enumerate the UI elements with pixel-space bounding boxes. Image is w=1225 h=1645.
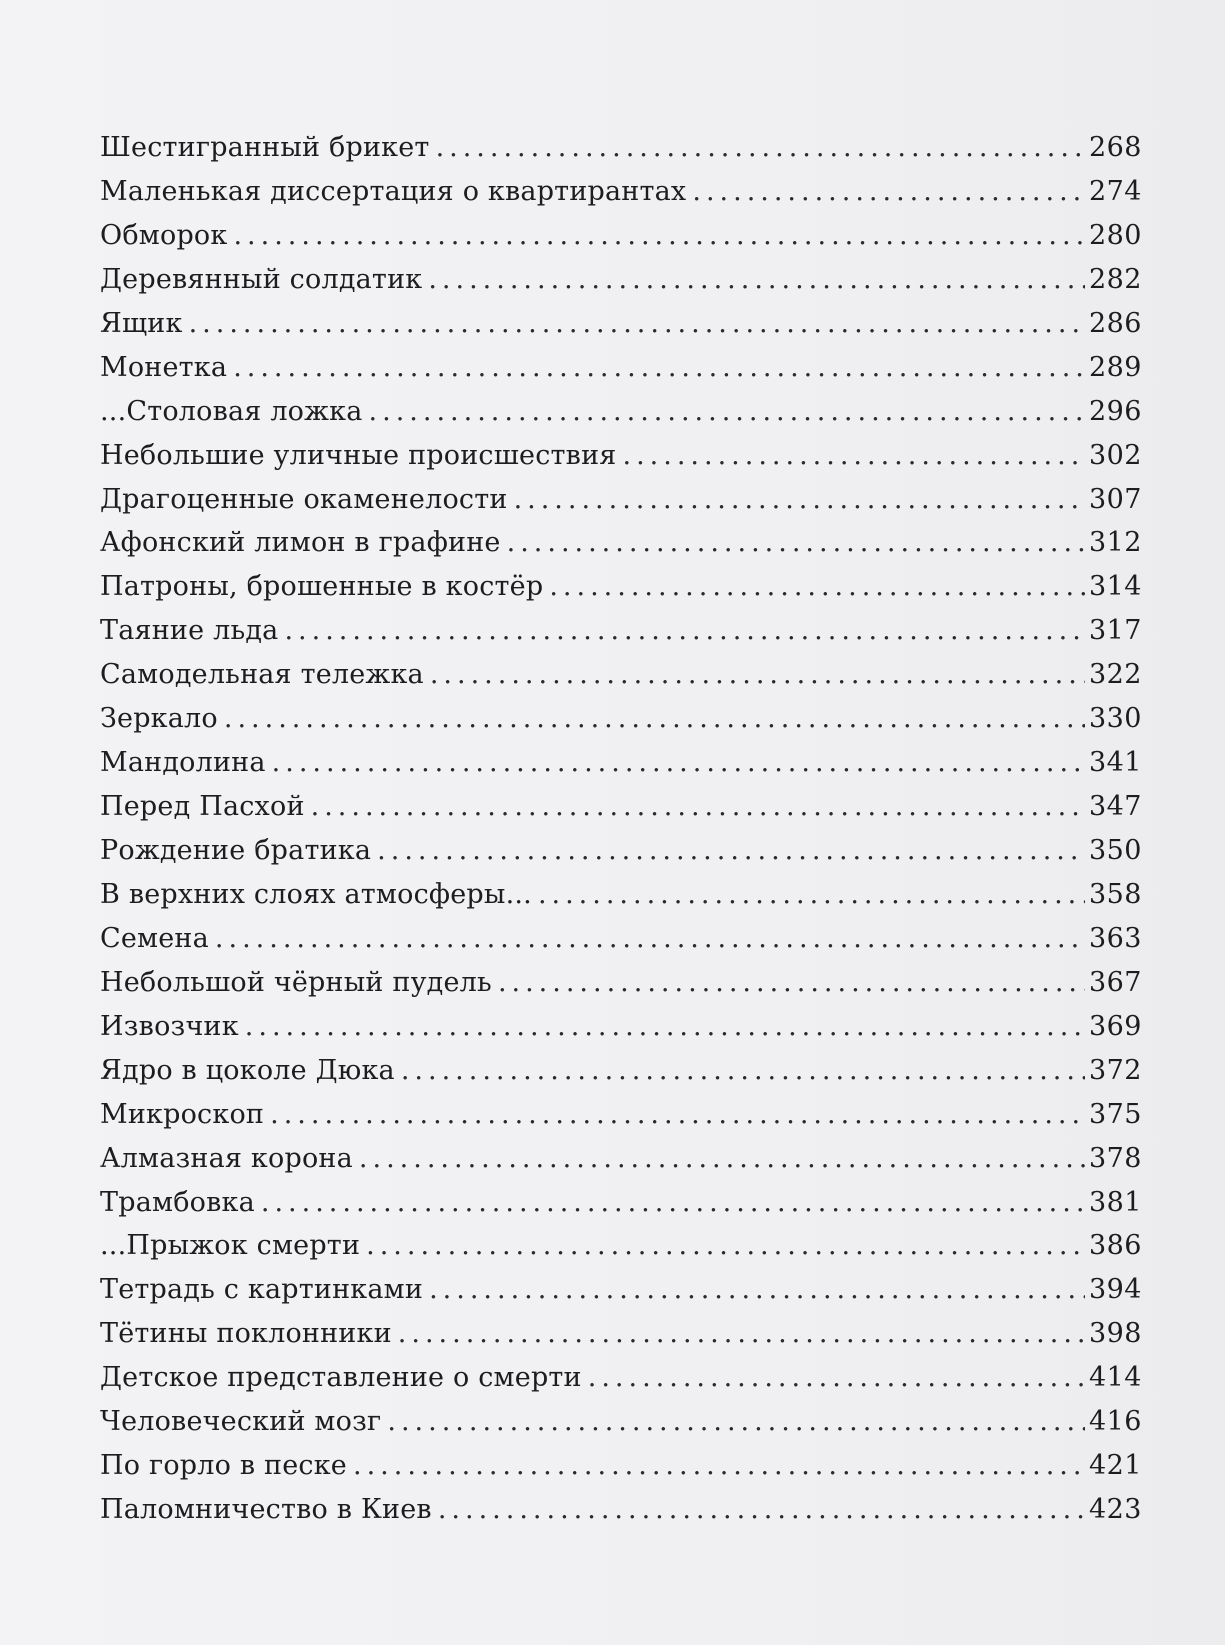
toc-entry <box>100 1400 1142 1444</box>
toc-entry-title: Перед Пасхой <box>100 791 305 823</box>
toc-dot-leader <box>284 609 1084 653</box>
toc-entry-page: 372 <box>1088 1054 1142 1086</box>
toc-entry-title: Рождение братика <box>100 835 372 866</box>
toc-entry <box>100 478 1142 522</box>
toc-dot-leader <box>215 917 1085 961</box>
toc-entry-page: 381 <box>1088 1186 1142 1218</box>
toc-dot-leader <box>387 1400 1085 1444</box>
toc-entry-page: 312 <box>1088 527 1142 559</box>
toc-entry-page: 378 <box>1088 1142 1142 1174</box>
toc-dot-leader <box>245 1005 1085 1049</box>
toc-dot-leader <box>233 214 1084 258</box>
toc-dot-leader <box>224 697 1085 741</box>
toc-dot-leader <box>436 126 1085 170</box>
toc-entry-page: 363 <box>1088 922 1142 954</box>
toc-entry-page: 423 <box>1088 1494 1142 1526</box>
toc-entry <box>100 1049 1142 1093</box>
toc-entry-page: 416 <box>1088 1406 1142 1438</box>
toc-entry <box>100 609 1142 653</box>
toc-entry-title: Зеркало <box>100 703 218 735</box>
toc-entry <box>100 1005 1142 1049</box>
toc-dot-leader <box>272 741 1085 785</box>
toc-entry-title: Трамбовка <box>100 1186 255 1218</box>
toc-entry-title: ...Столовая ложка <box>100 395 363 427</box>
toc-dot-leader <box>623 434 1085 478</box>
toc-entry-title: Паломничество в Киев <box>100 1494 432 1526</box>
toc-entry-title: Небольшой чёрный пудель <box>100 966 492 998</box>
toc-entry <box>100 521 1142 565</box>
toc-dot-leader <box>588 1356 1085 1400</box>
toc-dot-leader <box>270 1093 1085 1137</box>
toc-entry-page: 282 <box>1088 263 1142 295</box>
toc-entry <box>100 653 1142 697</box>
toc-entry-title: Тётины поклонники <box>100 1318 392 1350</box>
toc-entry <box>100 565 1142 609</box>
toc-entry <box>100 302 1142 346</box>
toc-dot-leader <box>366 1224 1085 1268</box>
toc-entry-title: Патроны, брошенные в костёр <box>100 571 544 603</box>
toc-entry-page: 268 <box>1088 132 1142 163</box>
toc-entry-title: Извозчик <box>100 1010 239 1042</box>
toc-entry <box>100 390 1142 434</box>
toc-entry-page: 369 <box>1088 1010 1142 1042</box>
toc-entry-page: 386 <box>1088 1230 1142 1262</box>
toc-entry-title: Шестигранный брикет <box>100 132 430 163</box>
toc-entry-page: 375 <box>1088 1098 1142 1130</box>
toc-entry-title: Семена <box>100 922 209 954</box>
toc-entry <box>100 258 1142 302</box>
toc-entry <box>100 1444 1142 1488</box>
toc-entry-title: Микроскоп <box>100 1098 265 1130</box>
toc-dot-leader <box>359 1137 1085 1181</box>
toc-entry <box>100 741 1142 785</box>
toc-entry <box>100 1224 1142 1268</box>
toc-entry-title: Ящик <box>100 307 183 339</box>
table-of-contents <box>100 126 1142 1532</box>
toc-entry-page: 367 <box>1088 966 1142 998</box>
toc-entry-title: Монетка <box>100 351 228 383</box>
toc-dot-leader <box>401 1049 1085 1093</box>
toc-entry <box>100 697 1142 741</box>
toc-dot-leader <box>233 346 1085 390</box>
toc-entry <box>100 917 1142 961</box>
toc-entry-title: Драгоценные окаменелости <box>100 483 508 515</box>
toc-entry-page: 302 <box>1088 439 1142 471</box>
toc-entry <box>100 1356 1142 1400</box>
toc-entry <box>100 829 1142 873</box>
toc-entry-title: Ядро в цоколе Дюка <box>100 1054 395 1086</box>
toc-entry-title: Человеческий мозг <box>100 1406 382 1438</box>
toc-entry-page: 421 <box>1088 1450 1142 1482</box>
toc-dot-leader <box>692 170 1085 214</box>
toc-entry <box>100 346 1142 390</box>
toc-entry <box>100 1137 1142 1181</box>
toc-entry-page: 341 <box>1088 747 1142 779</box>
toc-dot-leader <box>429 1268 1085 1312</box>
toc-dot-leader <box>538 873 1085 917</box>
toc-entry-page: 398 <box>1088 1318 1142 1350</box>
toc-entry <box>100 1312 1142 1356</box>
toc-entry-title: В верхних слоях атмосферы... <box>100 878 532 910</box>
toc-dot-leader <box>498 961 1085 1005</box>
toc-entry-title: Маленькая диссертация о квартирантах <box>100 175 687 207</box>
toc-dot-leader <box>398 1312 1085 1356</box>
toc-entry <box>100 1181 1142 1225</box>
toc-entry <box>100 961 1142 1005</box>
toc-entry <box>100 214 1142 258</box>
toc-entry <box>100 126 1142 170</box>
toc-entry <box>100 873 1142 917</box>
toc-entry-title: По горло в песке <box>100 1450 347 1482</box>
toc-dot-leader <box>369 390 1085 434</box>
toc-entry-title: Алмазная корона <box>100 1142 353 1174</box>
toc-entry-page: 394 <box>1088 1274 1142 1306</box>
toc-entry <box>100 1488 1142 1532</box>
toc-dot-leader <box>189 302 1085 346</box>
toc-entry <box>100 434 1142 478</box>
toc-entry-title: Небольшие уличные происшествия <box>100 439 617 471</box>
toc-dot-leader <box>261 1181 1085 1225</box>
toc-entry-page: 274 <box>1088 175 1142 207</box>
toc-dot-leader <box>430 653 1085 697</box>
toc-entry-title: Детское представление о смерти <box>100 1362 582 1394</box>
toc-entry-page: 330 <box>1088 703 1142 735</box>
toc-entry <box>100 170 1142 214</box>
toc-entry-page: 414 <box>1088 1362 1142 1394</box>
toc-entry-title: Обморок <box>100 219 228 251</box>
toc-dot-leader <box>514 478 1085 522</box>
toc-entry <box>100 785 1142 829</box>
toc-dot-leader <box>549 565 1085 609</box>
toc-dot-leader <box>428 258 1085 302</box>
toc-entry-page: 289 <box>1088 351 1142 383</box>
toc-entry-page: 307 <box>1088 483 1142 515</box>
toc-entry-page: 350 <box>1088 835 1142 866</box>
toc-entry-title: Деревянный солдатик <box>100 263 423 295</box>
toc-dot-leader <box>377 829 1085 873</box>
toc-entry-page: 347 <box>1088 791 1142 823</box>
toc-entry-title: Таяние льда <box>100 615 279 647</box>
toc-entry-title: ...Прыжок смерти <box>100 1230 361 1262</box>
toc-entry-page: 317 <box>1088 615 1142 647</box>
toc-entry-page: 322 <box>1088 659 1142 691</box>
toc-entry-page: 358 <box>1088 878 1142 910</box>
toc-entry-page: 280 <box>1088 219 1142 251</box>
toc-entry-title: Мандолина <box>100 747 266 779</box>
toc-entry-page: 296 <box>1088 395 1142 427</box>
toc-entry <box>100 1093 1142 1137</box>
toc-entry-title: Тетрадь с картинками <box>100 1274 424 1306</box>
toc-dot-leader <box>353 1444 1085 1488</box>
toc-entry-title: Афонский лимон в графине <box>100 527 501 559</box>
toc-dot-leader <box>311 785 1085 829</box>
toc-entry-title: Самодельная тележка <box>100 659 424 691</box>
toc-entry-page: 286 <box>1088 307 1142 339</box>
toc-dot-leader <box>438 1488 1085 1532</box>
toc-entry-page: 314 <box>1088 571 1142 603</box>
toc-dot-leader <box>507 521 1085 565</box>
toc-entry <box>100 1268 1142 1312</box>
